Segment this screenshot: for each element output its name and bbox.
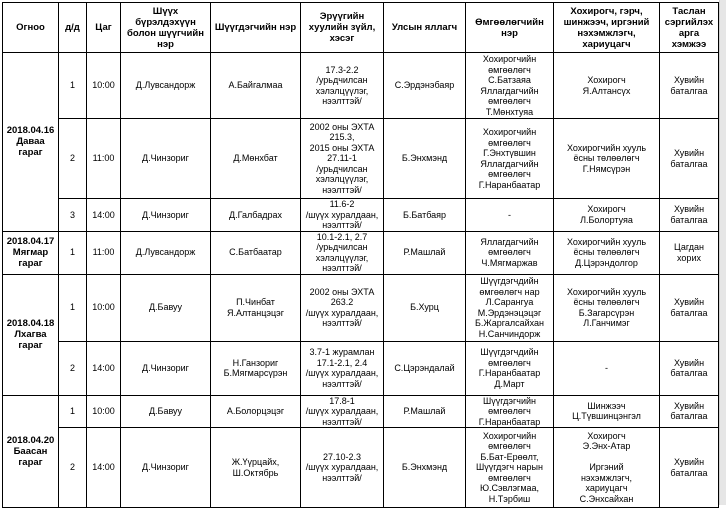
cell-counsel: Яллагдагчийн өмгөөлөгч Ч.Мягмаржав: [466, 231, 554, 274]
cell-counsel: -: [466, 199, 554, 232]
cell-defendant: А.Болорцэцэг: [211, 395, 301, 428]
cell-law-article: 2002 оны ЭХТА 263.2 /шүүх хуралдаан, нээлттэй/: [301, 274, 384, 341]
cell-number: 1: [59, 274, 87, 341]
cell-counsel: Хохирогчийн өмгөөлөгч Б.Бат-Ерөөлт, Шүүгдэгч нарын өмгөөлөгч Ю.Сэвлэгмаа, Н.Тэрбиш: [466, 428, 554, 508]
cell-judge: Д.Лувсандорж: [121, 53, 211, 119]
header-time: Цаг: [87, 3, 121, 53]
table-row: [3, 341, 719, 395]
day-cell: 2018.04.20 Баасан гараг: [3, 395, 59, 508]
cell-preventive-measure: Хувийн баталгаа: [660, 274, 719, 341]
cell-prosecutor: Б.Энхмэнд: [384, 428, 466, 508]
cell-judge: Д.Чинзориг: [121, 199, 211, 232]
header-judge: Шүүх бүрэлдэхүүн болон шүүгчийн нэр: [121, 3, 211, 53]
cell-law-article: 3.7-1 журамлан 17.1-2.1, 2.4 /шүүх хуралдаан, нээлттэй/: [301, 341, 384, 395]
table-row: [3, 395, 719, 428]
cell-prosecutor: Б.Хурц: [384, 274, 466, 341]
table-row: [3, 274, 719, 341]
cell-defendant: П.Чинбат Я.Алтанцэцэг: [211, 274, 301, 341]
cell-prosecutor: Б.Батбаяр: [384, 199, 466, 232]
day-cell: 2018.04.16 Даваа гараг: [3, 53, 59, 232]
header-preventive-measure: Таслан сэргийлэх арга хэмжээ: [660, 3, 719, 53]
cell-prosecutor: Р.Машлай: [384, 231, 466, 274]
table-row: [3, 231, 719, 274]
cell-judge: Д.Чинзориг: [121, 341, 211, 395]
table-row: [3, 199, 719, 232]
cell-victim-witness: Хохирогч Э.Энх-Атар Иргэний нэхэмжлэгч, хариуцагч С.Энхсайхан: [554, 428, 660, 508]
cell-time: 10:00: [87, 395, 121, 428]
cell-law-article: 17.3-2.2 /урьдчилсан хэлэлцүүлэг, нээлттэй/: [301, 53, 384, 119]
cell-time: 14:00: [87, 199, 121, 232]
cell-counsel: Шүүгдэгчдийн өмгөөлөгч Г.Наранбаатар Д.Март: [466, 341, 554, 395]
cell-law-article: 17.8-1 /шүүх хуралдаан, нээлттэй/: [301, 395, 384, 428]
cell-preventive-measure: Хувийн баталгаа: [660, 199, 719, 232]
cell-counsel: Хохирогчийн өмгөөлөгч Г.Энхтүвшин Яллагдагчийн өмгөөлөгч Г.Наранбаатар: [466, 119, 554, 199]
cell-time: 14:00: [87, 341, 121, 395]
cell-defendant: С.Батбаатар: [211, 231, 301, 274]
header-prosecutor: Улсын яллагч: [384, 3, 466, 53]
header-defendant: Шүүгдэгчийн нэр: [211, 3, 301, 53]
cell-victim-witness: Хохирогч Л.Болортуяа: [554, 199, 660, 232]
cell-time: 10:00: [87, 274, 121, 341]
cell-defendant: Д.Мөнхбат: [211, 119, 301, 199]
cell-victim-witness: Шинжээч Ц.Түвшинцэнгэл: [554, 395, 660, 428]
cell-victim-witness: Хохирогчийн хууль ёсны төлөөлөгч Б.Загарсүрэн Л.Ганчимэг: [554, 274, 660, 341]
cell-preventive-measure: Хувийн баталгаа: [660, 53, 719, 119]
cell-time: 11:00: [87, 119, 121, 199]
header-row: [3, 3, 719, 53]
cell-time: 10:00: [87, 53, 121, 119]
cell-preventive-measure: Хувийн баталгаа: [660, 119, 719, 199]
header-number: д/д: [59, 3, 87, 53]
cell-law-article: 11.6-2 /шүүх хуралдаан, нээлттэй/: [301, 199, 384, 232]
cell-preventive-measure: Цагдан хорих: [660, 231, 719, 274]
cell-victim-witness: Хохирогч Я.Алтансүх: [554, 53, 660, 119]
cell-preventive-measure: Хувийн баталгаа: [660, 395, 719, 428]
cell-judge: Д.Чинзориг: [121, 428, 211, 508]
cell-judge: Д.Бавуу: [121, 395, 211, 428]
cell-prosecutor: Б.Энхмэнд: [384, 119, 466, 199]
cell-defendant: Ж.Үүрцайх, Ш.Октябрь: [211, 428, 301, 508]
cell-number: 1: [59, 53, 87, 119]
header-date: Огноо: [3, 3, 59, 53]
cell-prosecutor: С.Цэрэндалай: [384, 341, 466, 395]
cell-victim-witness: Хохирогчийн хууль ёсны төлөөлөгч Г.Нямсүрэн: [554, 119, 660, 199]
cell-judge: Д.Лувсандорж: [121, 231, 211, 274]
cell-prosecutor: С.Эрдэнэбаяр: [384, 53, 466, 119]
cell-counsel: Хохирогчийн өмгөөлөгч С.Батзаяа Яллагдагчийн өмгөөлөгч Т.Мөнхтуяа: [466, 53, 554, 119]
cell-law-article: 2002 оны ЭХТА 215.3, 2015 оны ЭХТА 27.11-1 /урьдчилсан хэлэлцүүлэг, нээлттэй/: [301, 119, 384, 199]
cell-number: 1: [59, 231, 87, 274]
table-row: [3, 428, 719, 508]
cell-counsel: Шүүгдэгчийн өмгөөлөгч Г.Наранбаатар: [466, 395, 554, 428]
cell-victim-witness: Хохирогчийн хууль ёсны төлөөлөгч Д.Цэрэндолгор: [554, 231, 660, 274]
cell-number: 2: [59, 119, 87, 199]
vertical-scrollbar[interactable]: [719, 0, 726, 505]
cell-law-article: 27.10-2.3 /шүүх хуралдаан, нээлттэй/: [301, 428, 384, 508]
table-row: [3, 53, 719, 119]
header-law-article: Эрүүгийн хуулийн зүйл, хэсэг: [301, 3, 384, 53]
cell-number: 2: [59, 341, 87, 395]
header-counsel: Өмгөөлөгчийн нэр: [466, 3, 554, 53]
cell-defendant: Д.Галбадрах: [211, 199, 301, 232]
cell-defendant: Н.Ганзориг Б.Мягмарсүрэн: [211, 341, 301, 395]
cell-number: 1: [59, 395, 87, 428]
cell-number: 3: [59, 199, 87, 232]
cell-counsel: Шүүгдэгчдийн өмгөөлөгч нар Л.Сарангуа М.Эрдэнэцэцэг Б.Жаргалсайхан Н.Санчиндорж: [466, 274, 554, 341]
cell-defendant: А.Байгалмаа: [211, 53, 301, 119]
cell-judge: Д.Чинзориг: [121, 119, 211, 199]
cell-judge: Д.Бавуу: [121, 274, 211, 341]
cell-victim-witness: -: [554, 341, 660, 395]
day-cell: 2018.04.17 Мягмар гараг: [3, 231, 59, 274]
header-victim-witness: Хохирогч, гэрч, шинжээч, иргэний нэхэмжлэгч, хариуцагч: [554, 3, 660, 53]
cell-number: 2: [59, 428, 87, 508]
cell-preventive-measure: Хувийн баталгаа: [660, 428, 719, 508]
day-cell: 2018.04.18 Лхагва гараг: [3, 274, 59, 395]
table-row: [3, 119, 719, 199]
cell-law-article: 10.1-2.1, 2.7 /урьдчилсан хэлэлцүүлэг, нээлттэй/: [301, 231, 384, 274]
cell-time: 14:00: [87, 428, 121, 508]
cell-prosecutor: Р.Машлай: [384, 395, 466, 428]
cell-preventive-measure: Хувийн баталгаа: [660, 341, 719, 395]
cell-time: 11:00: [87, 231, 121, 274]
court-schedule-table: [2, 2, 719, 508]
